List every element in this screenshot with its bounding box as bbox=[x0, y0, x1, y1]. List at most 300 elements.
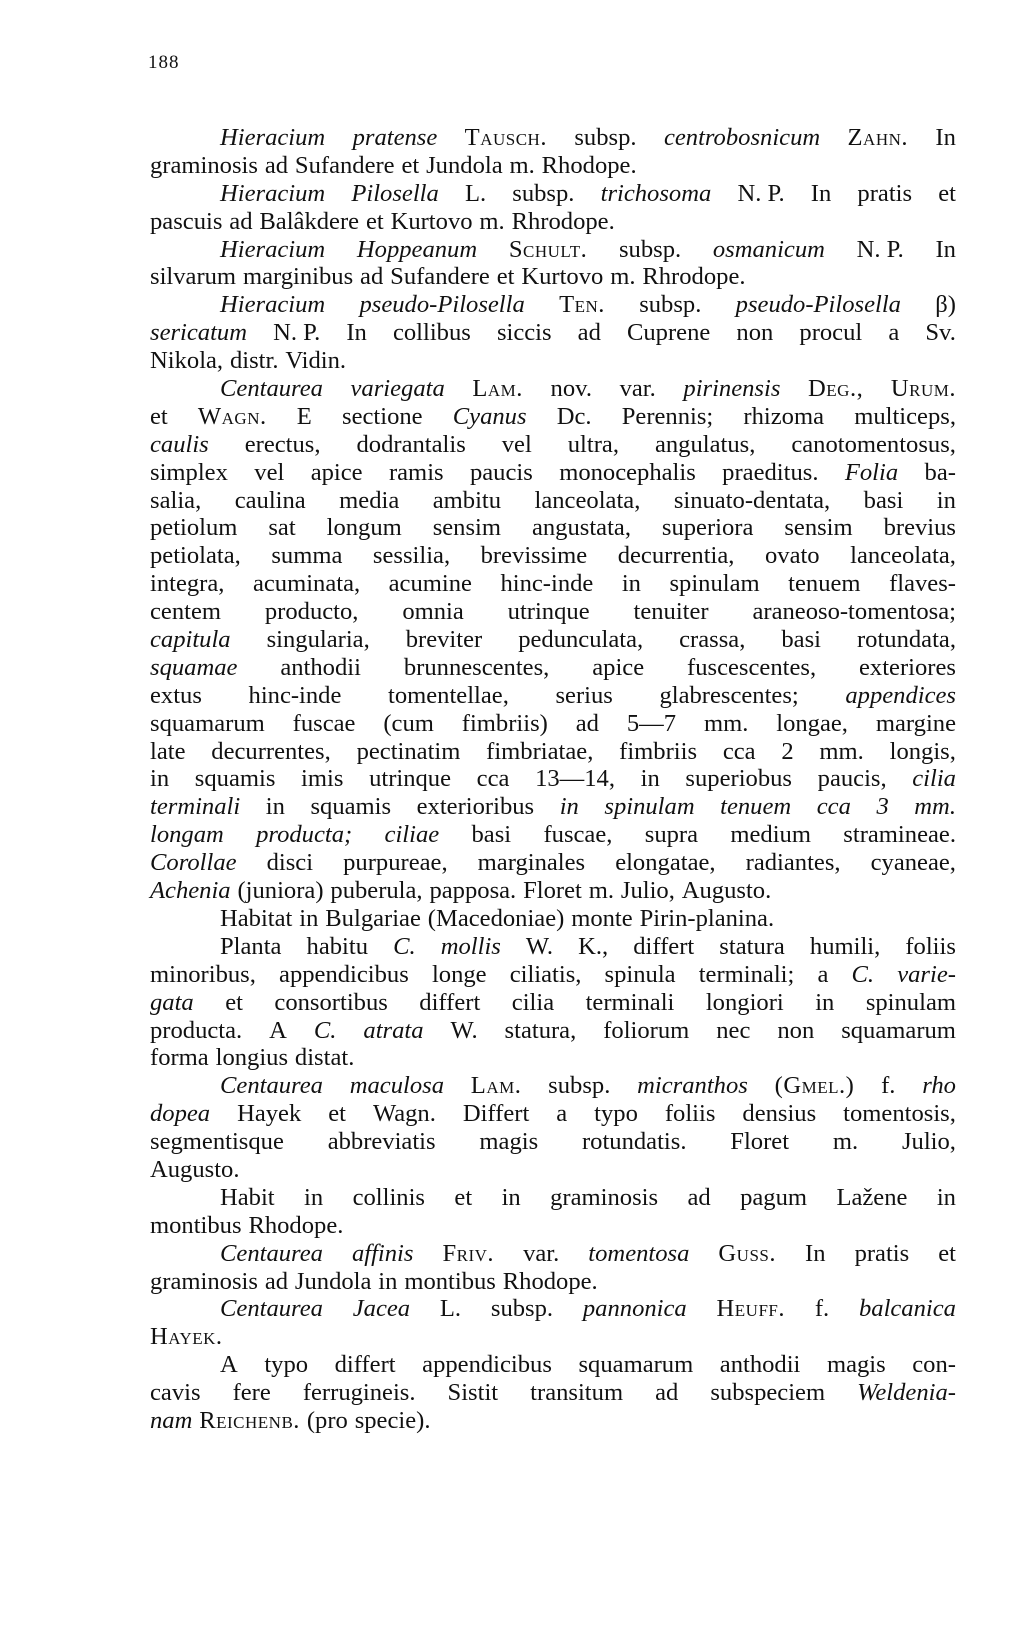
word: Balâkdere bbox=[259, 207, 360, 235]
word: marginales bbox=[477, 849, 586, 877]
word: Weldenia- bbox=[857, 1379, 956, 1407]
word: Sufandere bbox=[294, 151, 395, 179]
word: superiora bbox=[661, 514, 754, 542]
word: subsp. bbox=[574, 124, 637, 151]
word: pratis bbox=[854, 1239, 910, 1267]
word: angulatus, bbox=[654, 430, 756, 458]
word: appendicibus bbox=[422, 1351, 552, 1379]
word: et bbox=[938, 1239, 956, 1267]
word: m. bbox=[509, 151, 535, 179]
word: balcanica bbox=[858, 1295, 956, 1323]
word: Kurtovo bbox=[390, 207, 473, 235]
word: basi bbox=[863, 486, 904, 514]
word: multiceps, bbox=[854, 402, 956, 430]
word: mm. bbox=[703, 709, 749, 737]
word: mm. bbox=[819, 737, 864, 765]
word: ramis bbox=[388, 458, 444, 486]
word: graminosis bbox=[150, 1267, 258, 1295]
word: Perennis; bbox=[621, 402, 714, 430]
word: segmentisque bbox=[150, 1128, 284, 1156]
word: pseudo-Pilosella bbox=[735, 291, 901, 319]
word: subsp. bbox=[548, 1072, 611, 1100]
word: atrata bbox=[363, 1016, 424, 1044]
word: Reichenb. bbox=[199, 1406, 300, 1434]
word: spinulam bbox=[604, 793, 695, 821]
word: appendices bbox=[845, 681, 956, 709]
text-line bbox=[150, 1240, 956, 1268]
word: in bbox=[304, 1183, 324, 1211]
word: paucis, bbox=[817, 765, 887, 793]
word: supra bbox=[644, 821, 699, 849]
word: non bbox=[736, 319, 774, 347]
word: imis bbox=[301, 765, 344, 793]
word: magis bbox=[479, 1128, 539, 1156]
word: margine bbox=[875, 709, 956, 737]
word: Augusto. bbox=[681, 877, 772, 905]
word: W. bbox=[450, 1016, 478, 1044]
word: pratis bbox=[857, 179, 913, 207]
word: longam bbox=[150, 821, 224, 849]
word: Sistit bbox=[447, 1379, 499, 1407]
word: brunnescentes, bbox=[403, 653, 550, 681]
text-line bbox=[150, 961, 956, 989]
word: silvarum bbox=[150, 263, 237, 291]
word: spinula bbox=[604, 960, 676, 988]
text-line bbox=[150, 459, 956, 487]
word: N. P. bbox=[737, 179, 785, 207]
word: Hieracium bbox=[220, 235, 326, 263]
word: (Gmel.) bbox=[774, 1072, 855, 1100]
word: Ten. bbox=[559, 291, 605, 319]
word: salia, bbox=[150, 486, 202, 514]
text-line bbox=[150, 570, 956, 598]
word: Zahn. bbox=[847, 124, 909, 151]
word: elongatae, bbox=[615, 849, 716, 877]
word: monte bbox=[571, 904, 633, 932]
word: consortibus bbox=[274, 988, 388, 1016]
word: longum bbox=[326, 514, 402, 542]
word: varie- bbox=[897, 960, 956, 988]
word: abbreviatis bbox=[327, 1128, 436, 1156]
word: ovato bbox=[764, 542, 820, 570]
word: canotomentosus, bbox=[791, 430, 956, 458]
word: a bbox=[556, 1100, 568, 1128]
word: in bbox=[501, 1183, 521, 1211]
word: lanceolata, bbox=[534, 486, 641, 514]
word: rotundata, bbox=[856, 626, 956, 654]
word: pectinatim bbox=[356, 737, 461, 765]
word: N. P. bbox=[273, 319, 321, 347]
word: ad bbox=[577, 319, 601, 347]
word: medium bbox=[730, 821, 811, 849]
word: anthodii bbox=[280, 653, 361, 681]
text-line bbox=[150, 765, 956, 793]
text-line bbox=[150, 1017, 956, 1045]
word: Hieracium bbox=[220, 179, 326, 207]
text-line bbox=[150, 933, 956, 961]
word: a bbox=[817, 960, 829, 988]
word: decurrentia, bbox=[617, 542, 735, 570]
word: C. bbox=[393, 932, 416, 960]
word: specie). bbox=[354, 1406, 431, 1434]
word: petiolum bbox=[150, 514, 238, 542]
word: (juniora) bbox=[237, 877, 324, 905]
word: a bbox=[888, 319, 900, 347]
word: summa bbox=[271, 542, 343, 570]
text-line bbox=[150, 1212, 956, 1240]
word: sessilia, bbox=[372, 542, 451, 570]
word: 2 bbox=[781, 737, 794, 765]
word: nov. bbox=[550, 375, 592, 403]
word: cca bbox=[722, 737, 756, 765]
word: sensim bbox=[784, 514, 853, 542]
word: producta. bbox=[150, 1016, 243, 1044]
word: β) bbox=[935, 291, 956, 319]
word: m. bbox=[479, 207, 505, 235]
text-line bbox=[150, 1323, 956, 1351]
word: spinulam bbox=[669, 570, 760, 598]
word: Pilosella bbox=[351, 179, 439, 207]
word: disci bbox=[266, 849, 314, 877]
word: W. bbox=[525, 932, 554, 960]
word: integra, bbox=[150, 570, 225, 598]
word: acuminata, bbox=[252, 570, 361, 598]
word: fimbriis bbox=[619, 737, 698, 765]
text-line bbox=[150, 180, 956, 208]
word: var. bbox=[619, 375, 656, 403]
text-line bbox=[150, 821, 956, 849]
word: Centaurea bbox=[220, 1072, 323, 1100]
word: Centaurea bbox=[220, 1295, 323, 1323]
page-number: 188 bbox=[148, 52, 180, 73]
word: Deg., bbox=[808, 375, 864, 403]
text-line bbox=[150, 793, 956, 821]
word: differt bbox=[419, 988, 481, 1016]
word: Habitat bbox=[220, 904, 293, 932]
word: et bbox=[938, 179, 956, 207]
word: typo bbox=[594, 1100, 638, 1128]
word: Julio, bbox=[901, 1128, 956, 1156]
word: mollis bbox=[440, 932, 501, 960]
word: Differt bbox=[462, 1100, 530, 1128]
word: fuscescentes, bbox=[687, 653, 817, 681]
word: producta; bbox=[256, 821, 353, 849]
word: capitula bbox=[150, 626, 231, 654]
text-line bbox=[150, 431, 956, 459]
word: acumine bbox=[388, 570, 472, 598]
word: hinc-inde bbox=[248, 681, 342, 709]
word: Cyanus bbox=[452, 402, 527, 430]
word: mm. bbox=[914, 793, 956, 821]
word: Sufandere bbox=[390, 263, 490, 291]
word: et bbox=[225, 988, 243, 1016]
word: trichosoma bbox=[600, 179, 712, 207]
text-line bbox=[150, 654, 956, 682]
word: Guss. bbox=[718, 1239, 777, 1267]
word: Hayek. bbox=[150, 1323, 223, 1351]
word: Augusto. bbox=[150, 1155, 240, 1183]
word: In bbox=[935, 235, 956, 263]
word: ad bbox=[687, 1183, 711, 1211]
page-body bbox=[150, 124, 956, 1435]
word: In bbox=[346, 319, 367, 347]
word: graminosis bbox=[150, 151, 258, 179]
word: pseudo-Pilosella bbox=[359, 291, 525, 319]
word: montibus bbox=[150, 1211, 242, 1239]
word: purpureae, bbox=[343, 849, 448, 877]
word: affinis bbox=[351, 1239, 414, 1267]
text-line bbox=[150, 905, 956, 933]
word: Lažene bbox=[836, 1183, 908, 1211]
word: forma bbox=[150, 1044, 209, 1072]
word: distr. bbox=[229, 347, 279, 375]
word: m. bbox=[832, 1128, 859, 1156]
word: nec bbox=[716, 1016, 751, 1044]
word: collibus bbox=[392, 319, 471, 347]
word: Floret bbox=[730, 1128, 790, 1156]
word: tenuiter bbox=[633, 598, 709, 626]
word: Rhrodope. bbox=[511, 207, 615, 235]
word: papposa. bbox=[429, 877, 517, 905]
word: in bbox=[378, 1267, 398, 1295]
word: Rhrodope. bbox=[642, 263, 746, 291]
word: foliorum bbox=[603, 1016, 690, 1044]
word: Tausch. bbox=[464, 124, 547, 151]
word: cca bbox=[476, 765, 510, 793]
word: tenuem bbox=[788, 570, 861, 598]
word: fimbriis) bbox=[461, 709, 548, 737]
word: Schult. bbox=[508, 235, 588, 263]
word: ad bbox=[229, 207, 253, 235]
word: m. bbox=[588, 877, 614, 905]
word: terminali; bbox=[698, 960, 795, 988]
word: superiobus bbox=[685, 765, 792, 793]
word: et bbox=[401, 151, 420, 179]
word: longiori bbox=[705, 988, 784, 1016]
word: habitu bbox=[306, 932, 369, 960]
word: pascuis bbox=[150, 207, 223, 235]
word: utrinque bbox=[369, 765, 452, 793]
word: vel bbox=[254, 458, 285, 486]
word: pedunculata, bbox=[518, 626, 644, 654]
word: Centaurea bbox=[220, 375, 323, 403]
text-line bbox=[150, 626, 956, 654]
word: subsp. bbox=[490, 1295, 554, 1323]
word: Achenia bbox=[150, 877, 231, 905]
word: sinuato-dentata, bbox=[673, 486, 831, 514]
word: L. bbox=[464, 179, 487, 207]
word: Bulgariae bbox=[325, 904, 421, 932]
word: 3 bbox=[876, 793, 889, 821]
word: cilia bbox=[511, 988, 555, 1016]
word: tomentellae, bbox=[388, 681, 509, 709]
word: magis bbox=[826, 1351, 886, 1379]
word: Rhodope. bbox=[248, 1211, 344, 1239]
word: singularia, bbox=[266, 626, 370, 654]
word: typo bbox=[264, 1351, 309, 1379]
word: non bbox=[777, 1016, 815, 1044]
text-line bbox=[150, 263, 956, 291]
word: minoribus, bbox=[150, 960, 256, 988]
word: maculosa bbox=[349, 1072, 444, 1100]
word: Lam. bbox=[470, 1072, 522, 1100]
word: Julio, bbox=[620, 877, 675, 905]
word: foliis bbox=[664, 1100, 716, 1128]
word: media bbox=[339, 486, 400, 514]
word: tenuem bbox=[720, 793, 792, 821]
word: montibus bbox=[404, 1267, 496, 1295]
word: pagum bbox=[740, 1183, 808, 1211]
text-line bbox=[150, 849, 956, 877]
word: longae, bbox=[776, 709, 848, 737]
word: tomentosis, bbox=[843, 1100, 956, 1128]
word: in bbox=[621, 570, 641, 598]
word: appendicibus bbox=[279, 960, 409, 988]
word: Folia bbox=[844, 458, 899, 486]
word: in bbox=[559, 793, 579, 821]
word: gata bbox=[150, 988, 194, 1016]
word: Urum. bbox=[890, 375, 956, 403]
word: subsp. bbox=[618, 235, 682, 263]
word: In bbox=[805, 1239, 826, 1267]
word: late bbox=[150, 737, 186, 765]
word: Cuprene bbox=[626, 319, 711, 347]
word: K., bbox=[578, 932, 609, 960]
word: et bbox=[496, 263, 515, 291]
text-line bbox=[150, 1351, 956, 1379]
word: basi bbox=[471, 821, 512, 849]
word: ferrugineis. bbox=[302, 1379, 416, 1407]
word: utrinque bbox=[507, 598, 590, 626]
word: differt bbox=[633, 932, 695, 960]
word: lanceolata, bbox=[850, 542, 956, 570]
word: producto, bbox=[264, 598, 359, 626]
word: in bbox=[936, 486, 956, 514]
word: apice bbox=[310, 458, 363, 486]
word: praeditus. bbox=[722, 458, 819, 486]
word: apice bbox=[592, 653, 645, 681]
text-line bbox=[150, 319, 956, 347]
word: Hieracium bbox=[220, 124, 326, 151]
text-line bbox=[150, 598, 956, 626]
text-line bbox=[150, 1156, 956, 1184]
word: glabrescentes; bbox=[659, 681, 799, 709]
word: et bbox=[365, 207, 384, 235]
word: fere bbox=[232, 1379, 271, 1407]
word: brevissime bbox=[480, 542, 588, 570]
word: caulis bbox=[150, 430, 209, 458]
word: ad bbox=[360, 263, 384, 291]
word: Planta bbox=[220, 932, 282, 960]
word: Rhodope. bbox=[502, 1267, 598, 1295]
text-line bbox=[150, 1072, 956, 1100]
word: fimbriatae, bbox=[486, 737, 594, 765]
text-line bbox=[150, 1184, 956, 1212]
word: distat. bbox=[294, 1044, 355, 1072]
word: C. bbox=[851, 960, 875, 988]
word: cilia bbox=[912, 765, 956, 793]
word: squamis bbox=[310, 793, 392, 821]
word: longius bbox=[215, 1044, 289, 1072]
word: cyaneae, bbox=[870, 849, 956, 877]
word: Wagn. bbox=[372, 1100, 436, 1128]
word: ambitu bbox=[432, 486, 502, 514]
word: differt bbox=[334, 1351, 396, 1379]
word: (cum bbox=[383, 709, 434, 737]
word: Hieracium bbox=[220, 291, 326, 319]
word: Heuff. bbox=[716, 1295, 785, 1323]
word: (pro bbox=[306, 1406, 348, 1434]
word: anthodii bbox=[719, 1351, 801, 1379]
text-line bbox=[150, 989, 956, 1017]
word: marginibus bbox=[242, 263, 354, 291]
word: E bbox=[296, 402, 312, 430]
word: ad bbox=[575, 709, 599, 737]
word: puberula, bbox=[330, 877, 423, 905]
word: osmanicum bbox=[712, 235, 825, 263]
word: subsp. bbox=[512, 179, 575, 207]
word: rhizoma bbox=[743, 402, 825, 430]
word: pannonica bbox=[582, 1295, 687, 1323]
word: C. bbox=[313, 1016, 337, 1044]
word: hinc-inde bbox=[500, 570, 594, 598]
word: foliis bbox=[905, 932, 956, 960]
word: Hayek bbox=[237, 1100, 302, 1128]
word: in bbox=[265, 793, 285, 821]
word: densius bbox=[742, 1100, 817, 1128]
word: Dc. bbox=[556, 402, 592, 430]
text-line bbox=[150, 375, 956, 403]
word: in bbox=[815, 988, 835, 1016]
text-line bbox=[150, 514, 956, 542]
word: ad bbox=[264, 1267, 289, 1295]
word: Habit bbox=[220, 1183, 275, 1211]
word: siccis bbox=[496, 319, 552, 347]
word: Friv. bbox=[442, 1239, 495, 1267]
word: erectus, bbox=[244, 430, 321, 458]
word: cca bbox=[816, 793, 851, 821]
word: et bbox=[150, 402, 168, 430]
word: spinulam bbox=[865, 988, 956, 1016]
word: sensim bbox=[432, 514, 502, 542]
word: subsp. bbox=[639, 291, 702, 319]
word: petiolata, bbox=[150, 542, 241, 570]
word: L. bbox=[439, 1295, 462, 1323]
word: Nikola, bbox=[150, 347, 224, 375]
text-line bbox=[150, 682, 956, 710]
word: longe bbox=[431, 960, 487, 988]
word: decurrentes, bbox=[211, 737, 331, 765]
text-line bbox=[150, 1100, 956, 1128]
word: in bbox=[150, 765, 170, 793]
word: tomentosa bbox=[588, 1239, 690, 1267]
text-line bbox=[150, 738, 956, 766]
word: centem bbox=[150, 598, 222, 626]
word: Jundola bbox=[294, 1267, 372, 1295]
word: angustata, bbox=[531, 514, 631, 542]
word: ba- bbox=[924, 458, 956, 486]
word: In bbox=[935, 124, 956, 151]
word: flaves- bbox=[889, 570, 956, 598]
word: pirinensis bbox=[683, 375, 781, 403]
word: nam bbox=[150, 1406, 193, 1434]
word: fuscae bbox=[292, 709, 356, 737]
word: breviter bbox=[405, 626, 483, 654]
word: exteriores bbox=[859, 653, 956, 681]
word: Hoppeanum bbox=[356, 235, 478, 263]
word: Rhodope. bbox=[541, 151, 637, 179]
word: terminali bbox=[585, 988, 675, 1016]
